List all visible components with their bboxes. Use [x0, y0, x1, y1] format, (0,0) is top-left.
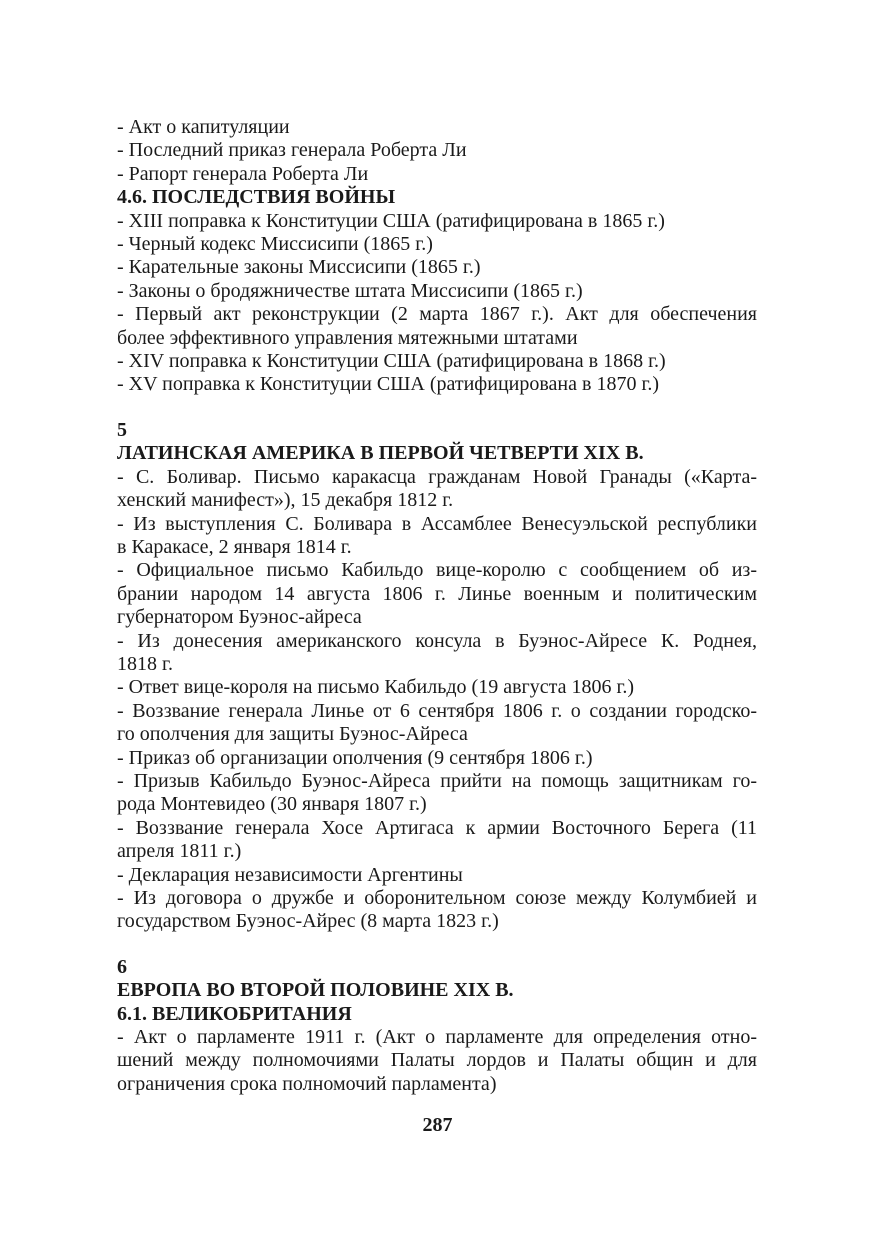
- text-line: губернатором Буэнос-айреса: [117, 606, 362, 629]
- text-line: брании народом 14 августа 1806 г. Линье военным и политическим: [117, 582, 757, 605]
- text-line: - Воззвание генерала Линье от 6 сентября 1806 г. о создании городско-: [117, 699, 757, 722]
- text-line: - Ответ вице-короля на письмо Кабильдо (19 августа 1806 г.): [117, 676, 635, 699]
- page-number: 287: [422, 1114, 453, 1136]
- text-line: - Воззвание генерала Хосе Артигаса к армии Восточного Берега (11: [117, 816, 757, 839]
- text-line: - Из выступления С. Боливара в Ассамблее Венесуэльской республики: [117, 512, 757, 535]
- section-heading: 4.6. ПОСЛЕДСТВИЯ ВОЙНЫ: [117, 186, 396, 209]
- text-line: - Официальное письмо Кабильдо вице-королю с сообщением об из-: [117, 559, 757, 582]
- text-line: го ополчения для защиты Буэнос-Айреса: [117, 723, 468, 746]
- text-line: - Законы о бродяжничестве штата Миссисипи (1865 г.): [117, 279, 583, 302]
- text-line: апреля 1811 г.): [117, 840, 242, 863]
- text-line: - XIII поправка к Конституции США (ратифицирована в 1865 г.): [117, 209, 665, 232]
- section-heading: 6.1. ВЕЛИКОБРИТАНИЯ: [117, 1002, 352, 1025]
- blank-line: [117, 934, 757, 956]
- text-line: - Рапорт генерала Роберта Ли: [117, 162, 369, 185]
- text-line: - Из договора о дружбе и оборонительном союзе между Колумбией и: [117, 887, 757, 909]
- text-line: 1818 г.: [117, 652, 173, 675]
- text-line: - Акт о парламенте 1911 г. (Акт о парламенте для определения отно-: [117, 1026, 757, 1049]
- text-line: более эффективного управления мятежными штатами: [117, 326, 578, 349]
- text-line: - С. Боливар. Письмо каракасца гражданам Новой Гранады («Карта-: [117, 465, 757, 488]
- section-heading: 5: [117, 418, 127, 441]
- text-line: - Из донесения американского консула в Буэнос-Айресе К. Роднея,: [117, 629, 757, 652]
- text-line: государством Буэнос-Айрес (8 марта 1823 г.): [117, 910, 499, 933]
- text-line: - Декларация независимости Аргентины: [117, 863, 463, 886]
- text-line: - Последний приказ генерала Роберта Ли: [117, 139, 467, 162]
- blank-line: [117, 397, 757, 419]
- section-heading: ЛАТИНСКАЯ АМЕРИКА В ПЕРВОЙ ЧЕТВЕРТИ XIX В.: [117, 442, 644, 465]
- text-line: - XV поправка к Конституции США (ратифицирована в 1870 г.): [117, 373, 660, 396]
- text-line: шений между полномочиями Палаты лордов и Палаты общин и для: [117, 1049, 757, 1072]
- page-body: [117, 116, 757, 1096]
- text-line: рода Монтевидео (30 января 1807 г.): [117, 793, 427, 816]
- text-line: в Каракасе, 2 января 1814 г.: [117, 535, 352, 558]
- section-heading: ЕВРОПА ВО ВТОРОЙ ПОЛОВИНЕ XIX В.: [117, 979, 514, 1002]
- text-line: - Первый акт реконструкции (2 марта 1867 г.). Акт для обеспечения: [117, 303, 757, 326]
- text-line: - XIV поправка к Конституции США (ратифицирована в 1868 г.): [117, 350, 666, 373]
- text-line: - Карательные законы Миссисипи (1865 г.): [117, 256, 481, 279]
- text-line: - Призыв Кабильдо Буэнос-Айреса прийти на помощь защитникам го-: [117, 769, 757, 792]
- text-line: - Акт о капитуляции: [117, 116, 290, 138]
- text-line: - Черный кодекс Миссисипи (1865 г.): [117, 233, 433, 256]
- text-line: - Приказ об организации ополчения (9 сентября 1806 г.): [117, 746, 593, 769]
- text-line: ограничения срока полномочий парламента): [117, 1072, 497, 1095]
- text-line: хенский манифест»), 15 декабря 1812 г.: [117, 489, 454, 512]
- section-heading: 6: [117, 955, 127, 978]
